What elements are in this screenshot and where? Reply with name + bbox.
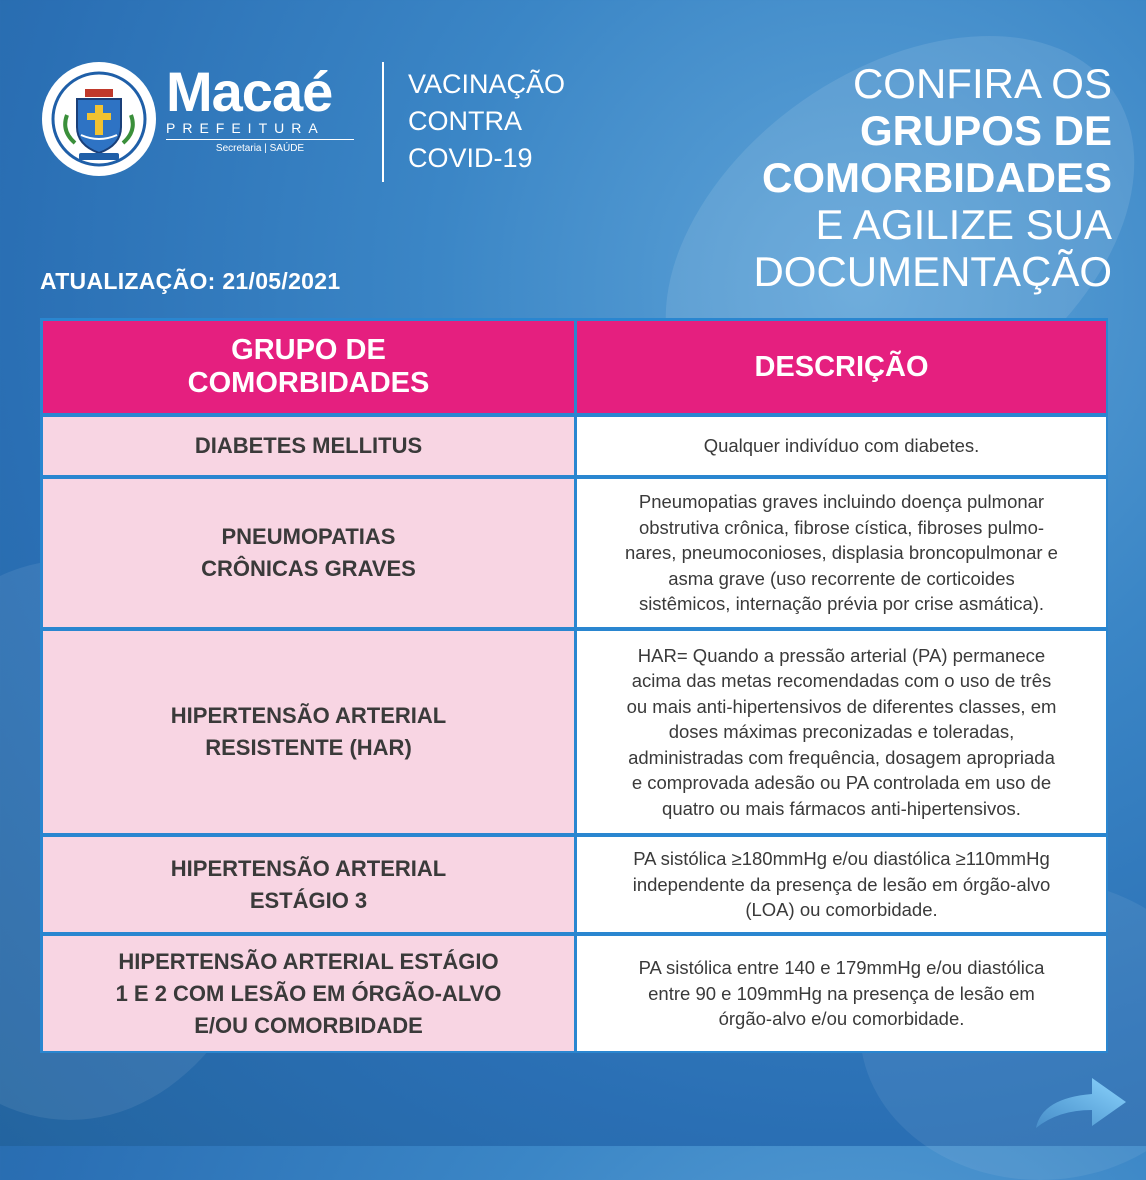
coat-of-arms-icon [49,69,149,169]
headline-line: DOCUMENTAÇÃO [753,248,1112,295]
campaign-line: VACINAÇÃO [408,69,566,99]
table-row-group: HIPERTENSÃO ARTERIAL ESTÁGIO 1 E 2 COM LESÃO EM ÓRGÃO-ALVO E/OU COMORBIDADE [43,936,574,1051]
brand-secretaria: Secretaria | SAÚDE [215,143,305,154]
headline-line: CONFIRA OS [852,60,1112,107]
campaign-title [408,66,565,177]
column-header-description: DESCRIÇÃO [577,321,1106,413]
next-arrow-icon[interactable] [1032,1074,1128,1130]
table-row-description: PA sistólica ≥180mmHg e/ou diastólica ≥110mmHg independente da presença de lesão em órgão-alvo (LOA) ou comorbidade. [577,837,1106,932]
prefeitura-brand [166,62,366,154]
table-row-group: HIPERTENSÃO ARTERIAL RESISTENTE (HAR) [43,631,574,833]
brand-subtitle: PREFEITURA [166,120,354,140]
column-header-group: GRUPO DE COMORBIDADES [43,321,574,413]
campaign-line: COVID-19 [408,143,533,173]
table-row-group: DIABETES MELLITUS [43,417,574,475]
city-coat-of-arms-logo [42,62,156,176]
table-row-description: Pneumopatias graves incluindo doença pulmonar obstrutiva crônica, fibrose cística, fibroses pulmo- nares, pneumoconioses, displasia broncopulmonar e asma grave (uso recorrente de corticoides sistêmicos, internação prévia por crise asmática). [577,479,1106,627]
comorbidities-table [40,318,1108,1053]
headline-line: E AGILIZE SUA [815,201,1112,248]
headline-line-bold: COMORBIDADES [761,154,1112,201]
headline [652,60,1112,295]
table-row-group: HIPERTENSÃO ARTERIAL ESTÁGIO 3 [43,837,574,932]
brand-name: Macaé [166,60,333,123]
update-date: ATUALIZAÇÃO: 21/05/2021 [40,268,341,294]
table-row-description: HAR= Quando a pressão arterial (PA) permanece acima das metas recomendadas com o uso de três ou mais anti-hipertensivos de diferentes classes, em doses máximas preconizadas e toleradas, administradas com frequência, dosagem apropriada e comprovada adesão ou PA controlada em uso de quatro ou mais fármacos anti-hipertensivos. [577,631,1106,833]
table-row-description: PA sistólica entre 140 e 179mmHg e/ou diastólica entre 90 e 109mmHg na presença de lesão em órgão-alvo e/ou comorbidade. [577,936,1106,1051]
header-divider [382,62,384,182]
table-row-group: PNEUMOPATIAS CRÔNICAS GRAVES [43,479,574,627]
headline-line-bold: GRUPOS DE [859,107,1112,154]
campaign-line: CONTRA [408,106,522,136]
table-row-description: Qualquer indivíduo com diabetes. [577,417,1106,475]
